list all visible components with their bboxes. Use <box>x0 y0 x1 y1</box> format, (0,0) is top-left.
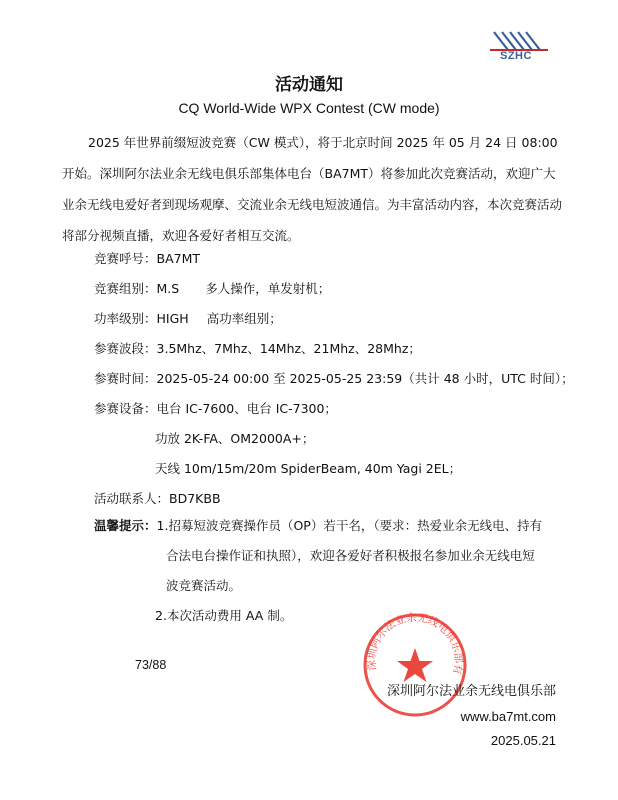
footer-org: 深圳阿尔法业余无线电俱乐部 <box>386 683 556 698</box>
footer-date: 2025.05.21 <box>490 733 556 748</box>
bands-row <box>94 339 421 357</box>
group-label: 竞赛组别： <box>94 281 157 296</box>
club-seal-stamp <box>360 610 470 720</box>
notice-item2: 2.本次活动费用 AA 制。 <box>155 608 293 623</box>
notice-item1-line2: 合法电台操作证和执照），欢迎各爱好者积极报名参加业余无线电短 <box>166 548 535 563</box>
contact-row <box>94 489 221 507</box>
group-row <box>94 279 330 297</box>
equipment-label: 参赛设备： <box>94 401 157 416</box>
notice-item1-line3: 波竞赛活动。 <box>166 578 242 593</box>
amplifier-line: 功放 2K-FA、OM2000A+； <box>155 431 315 446</box>
power-note: 高功率组别； <box>206 311 282 326</box>
page-number: 73/88 <box>135 658 167 672</box>
footer-website: www.ba7mt.com <box>460 709 556 724</box>
power-label: 功率级别： <box>94 311 157 326</box>
callsign-value: BA7MT <box>156 251 201 266</box>
time-value: 2025-05-24 00:00 至 2025-05-25 23:59（共计 48 小时，UTC 时间）； <box>156 371 574 386</box>
page-title: 活动通知 <box>275 75 343 95</box>
logo-text: SZHC <box>500 50 532 62</box>
equipment-value: 电台 IC-7600、电台 IC-7300； <box>156 401 337 416</box>
antenna-line: 天线 10m/15m/20m SpiderBeam, 40m Yagi 2EL； <box>155 461 462 476</box>
power-value: HIGH <box>156 311 189 326</box>
contact-value: BD7KBB <box>169 491 221 506</box>
seal-icon <box>360 610 470 720</box>
bands-value: 3.5Mhz、7Mhz、14Mhz、21Mhz、28Mhz； <box>156 341 421 356</box>
time-label: 参赛时间： <box>94 371 157 386</box>
intro-paragraph: 2025 年世界前缀短波竞赛（CW 模式），将于北京时间 2025 年 05 月 24 日 08:00 开始。深圳阿尔法业余无线电俱乐部集体电台（BA7MT）将参加此次竞赛活动，欢迎广大业余无线电爱好者到现场观摩、交流业余无线电短波通信。为丰富活动内容，本次竞赛活动将部分视频直播，欢迎各爱好者相互交流。 <box>62 135 563 243</box>
contact-label: 活动联系人： <box>94 491 170 506</box>
group-note: 多人操作，单发射机； <box>205 281 331 296</box>
notice-row <box>94 516 542 534</box>
equipment-row <box>94 399 337 417</box>
power-row <box>94 309 282 327</box>
callsign-label: 竞赛呼号： <box>94 251 157 266</box>
club-logo <box>490 30 550 64</box>
group-value: M.S <box>156 281 180 296</box>
notice-label: 温馨提示： <box>94 518 157 533</box>
seal-text: 深圳阿尔法业余无线电俱乐部有 <box>365 611 465 676</box>
bands-label: 参赛波段： <box>94 341 157 356</box>
time-row <box>94 369 574 387</box>
callsign-row <box>94 249 200 267</box>
logo-stripes-icon <box>490 30 550 52</box>
notice-item1-line1: 1.招募短波竞赛操作员（OP）若干名，（要求：热爱业余无线电、持有 <box>156 518 543 533</box>
page-subtitle: CQ World-Wide WPX Contest (CW mode) <box>178 100 440 116</box>
